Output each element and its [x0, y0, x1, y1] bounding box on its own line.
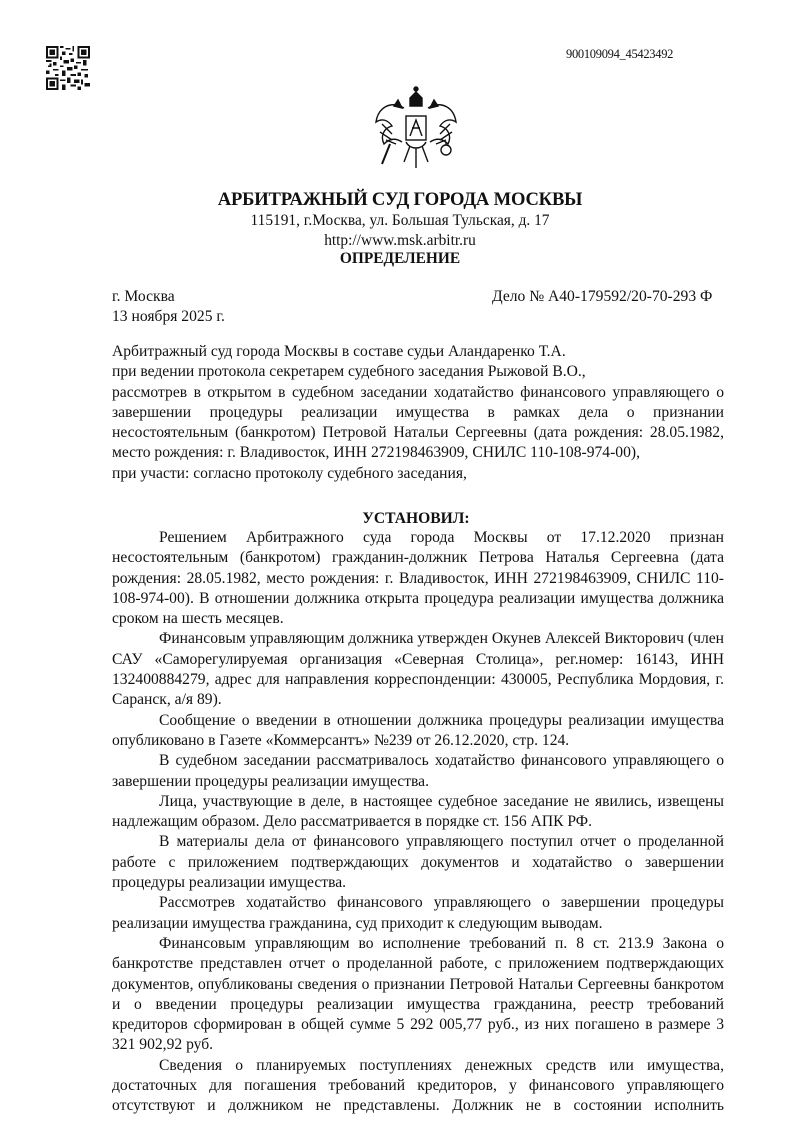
- findings-paragraph: Сообщение о введении в отношении должника процедуры реализации имущества опубликовано в Газете «Коммерсантъ» №239 от 26.12.2020, стр. 124.: [112, 711, 724, 749]
- city: г. Москва: [112, 288, 175, 305]
- findings-paragraph: В судебном заседании рассматривалось ходатайство финансового управляющего о завершении процедуры реализации имущества.: [112, 752, 724, 790]
- intro-line: рассмотрев в открытом в судебном заседании ходатайство финансового управляющего о завершении процедуры реализации имущества в рамках дела о признании несостоятельным (банкротом) Петровой Натальи Сергеевны (дата рождения: 28.05.1982, место рождения: г. Владивосток, ИНН 272198463909, СНИЛС 110-108-974-00),: [112, 383, 724, 462]
- meta-left: [112, 287, 225, 327]
- intro-line: при участи: согласно протоколу судебного заседания,: [112, 464, 467, 482]
- findings-block: [112, 528, 724, 1117]
- court-website-link[interactable]: http://www.msk.arbitr.ru: [324, 232, 476, 249]
- findings-paragraph: Лица, участвующие в деле, в настоящее судебное заседание не явились, извещены надлежащим образом. Дело рассматривается в порядке ст. 156 АПК РФ.: [112, 792, 724, 831]
- intro-line: при ведении протокола секретарем судебного заседания Рыжовой В.О.,: [112, 363, 586, 381]
- section-title: УСТАНОВИЛ:: [362, 510, 470, 527]
- findings-paragraph: Сведения о планируемых поступлениях денежных средств или имущества, достаточных для погашения требований кредиторов, у финансового управляющего отсутствуют и должником не представлены. Должник не в состоянии исполнить: [112, 1056, 724, 1115]
- court-address: 115191, г.Москва, ул. Большая Тульская, д. 17: [250, 212, 550, 229]
- intro-line: Арбитражный суд города Москвы в составе судьи Аландаренко Т.А.: [112, 343, 566, 360]
- court-name: АРБИТРАЖНЫЙ СУД ГОРОДА МОСКВЫ: [217, 189, 583, 210]
- document-id: 900109094_45423492: [566, 47, 674, 61]
- findings-paragraph: Решением Арбитражного суда города Москвы от 17.12.2020 признан несостоятельным (банкротом) гражданин-должник Петрова Наталья Сергеевна (дата рождения: 28.05.1982, место рождения: г. Владивосток, ИНН 272198463909, СНИЛС 110-108-974-00). В отношении должника открыта процедура реализации имущества должника сроком на шесть месяцев.: [112, 529, 724, 628]
- findings-paragraph: Рассмотрев ходатайство финансового управляющего о завершении процедуры реализации имущества гражданина, суд приходит к следующим выводам.: [112, 894, 724, 932]
- case-number: Дело № А40-179592/20-70-293 Ф: [492, 288, 713, 305]
- qr-code-icon: [46, 46, 90, 90]
- document-type: ОПРЕДЕЛЕНИЕ: [339, 250, 461, 267]
- findings-paragraph: В материалы дела от финансового управляющего поступил отчет о проделанной работе с приложением подтверждающих документов и ходатайство о завершении процедуры реализации имущества.: [112, 833, 724, 892]
- intro-block: [112, 342, 724, 484]
- decision-date: 13 ноября 2025 г.: [112, 308, 225, 325]
- coat-of-arms-icon: [370, 78, 462, 174]
- findings-paragraph: Финансовым управляющим во исполнение требований п. 8 ст. 213.9 Закона о банкротстве представлен отчет о проделанной работе, с приложением подтверждающих документов, опубликованы сведения о признании Петровой Натальи Сергеевны банкротом и о введении процедуры реализации имущества гражданина, реестр требований кредиторов сформирован в общей сумме 5 292 005,77 руб., из них погашено в размере 3 321 902,92 руб.: [112, 934, 724, 1054]
- findings-paragraph: Финансовым управляющим должника утвержден Окунев Алексей Викторович (член САУ «Саморегулируемая организация «Северная Столица», рег.номер: 16143, ИНН 132400884279, адрес для направления корреспонденции: 430005, Республика Мордовия, г. Саранск, а/я 89).: [112, 630, 724, 709]
